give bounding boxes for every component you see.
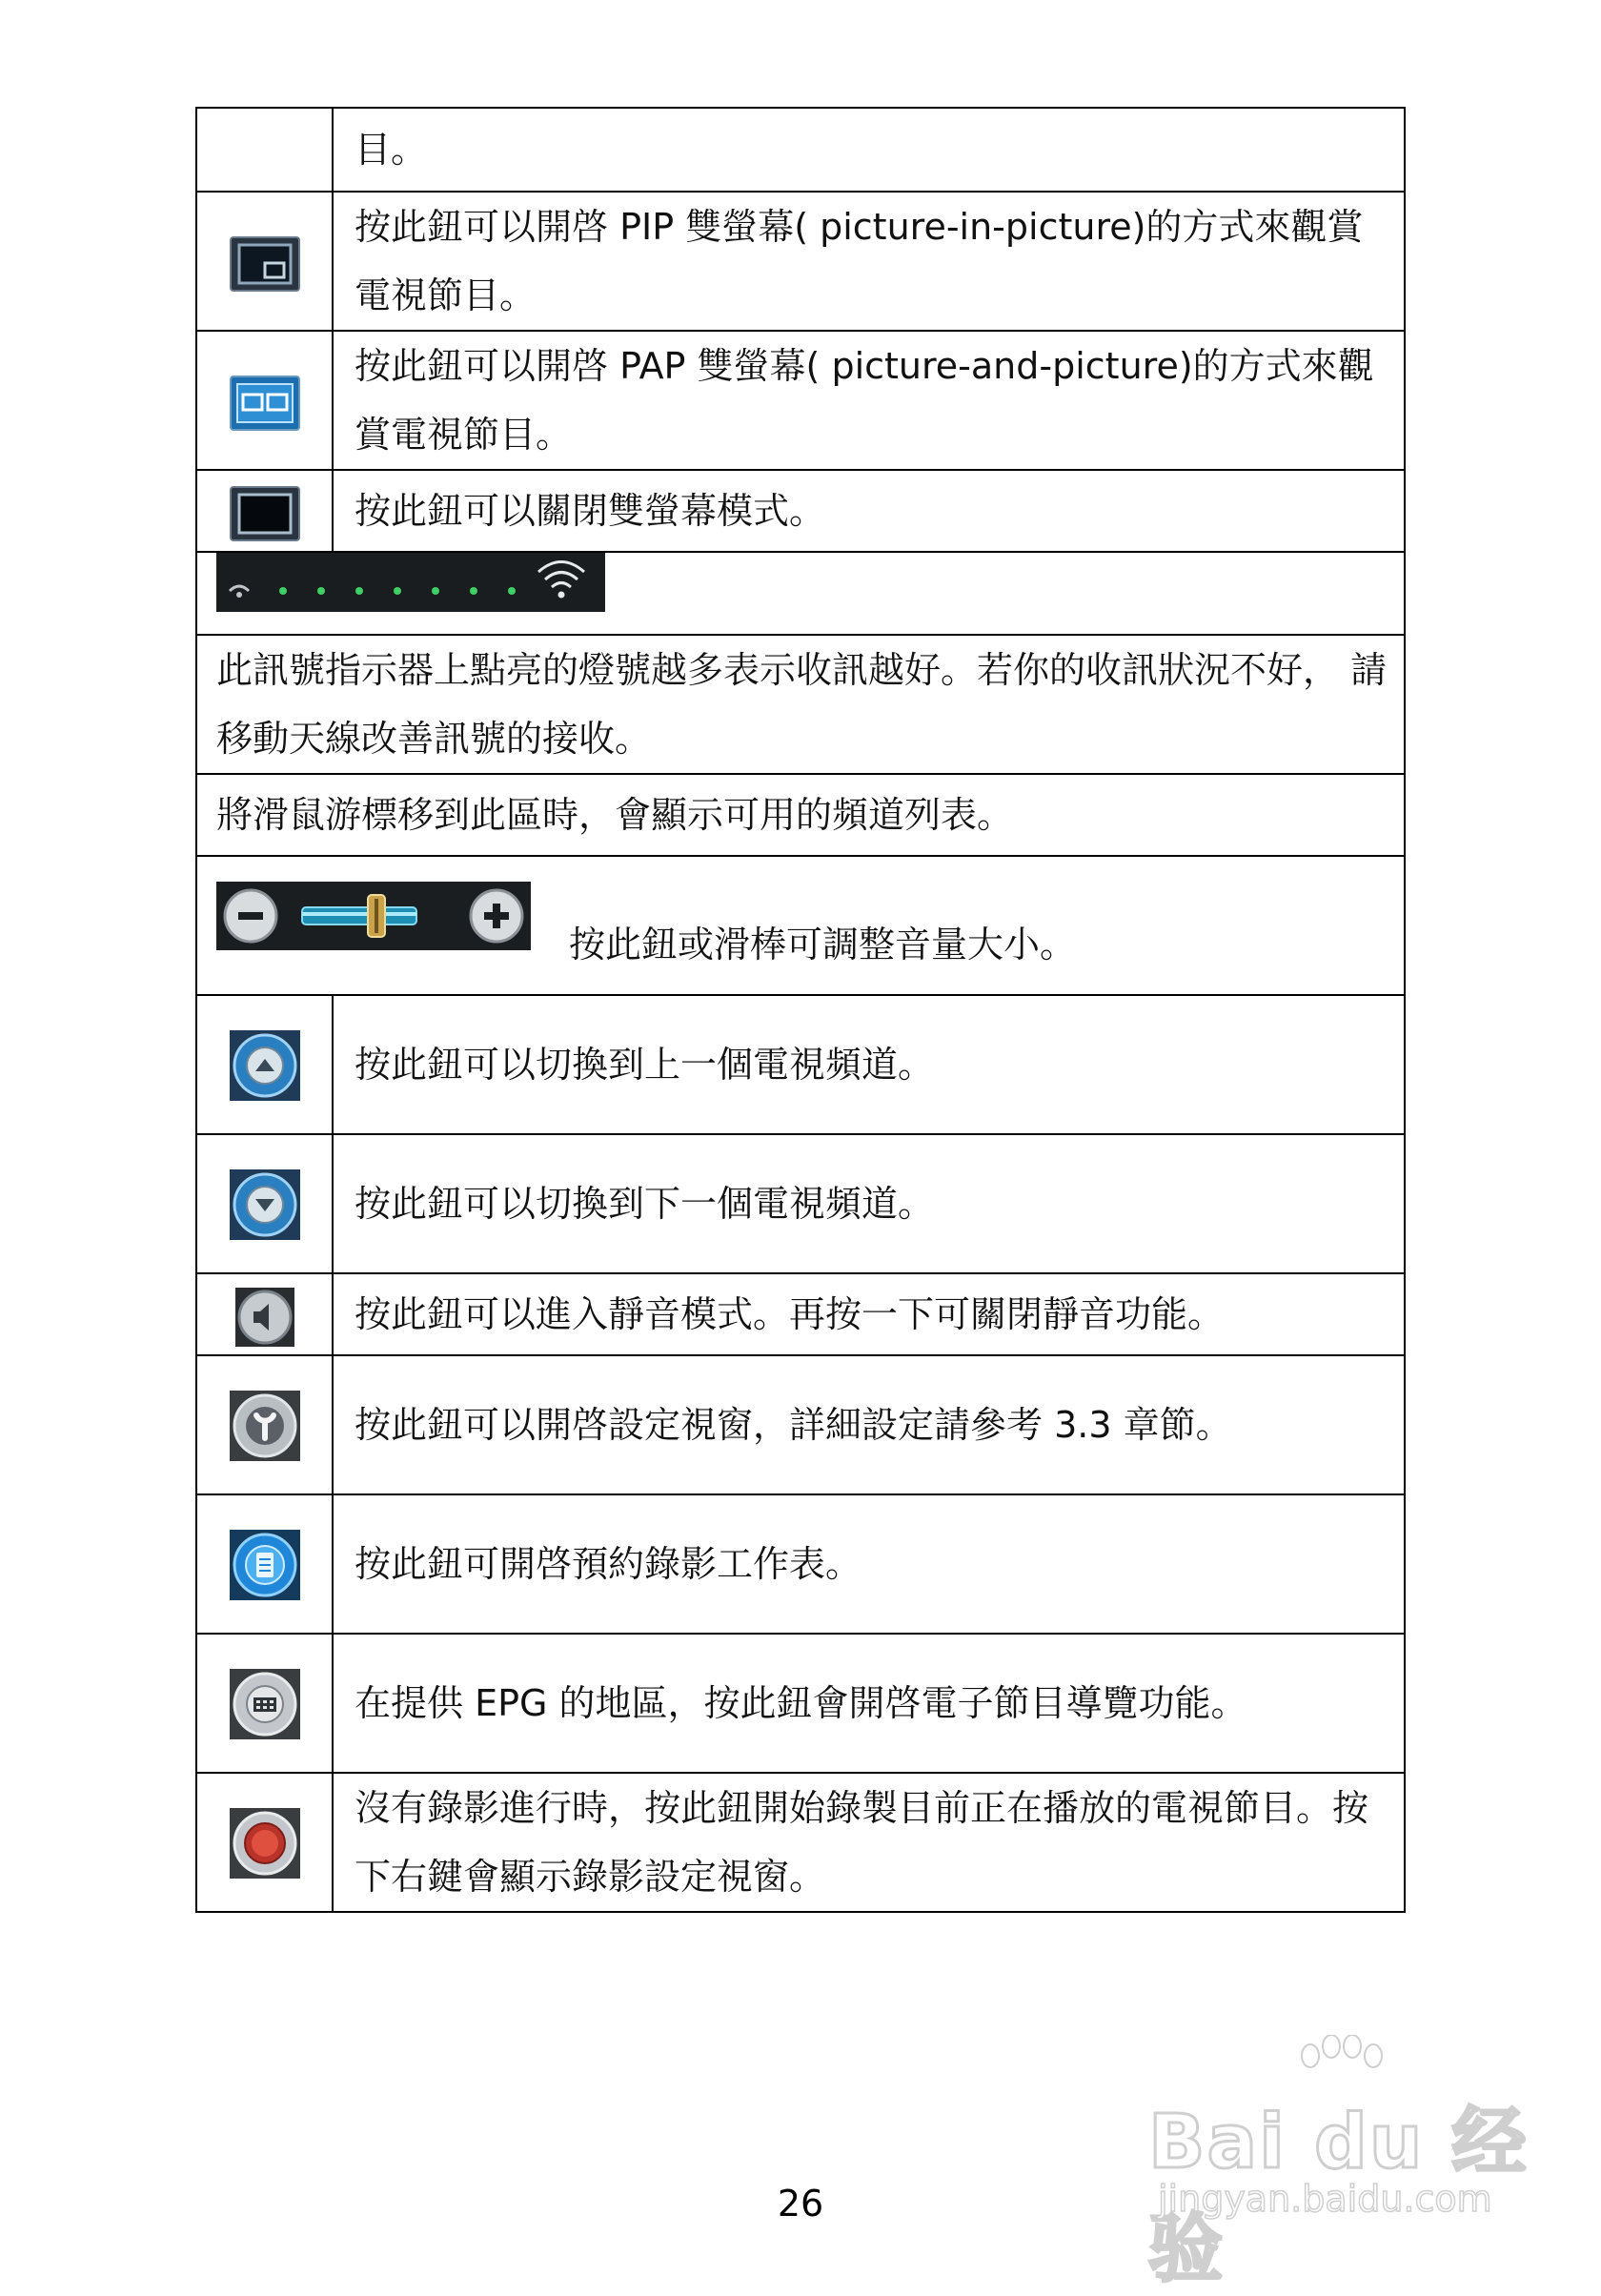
single-screen-icon <box>230 486 300 541</box>
row-description: 按此鈕可以切換到上一個電視頻道。 <box>333 995 1405 1134</box>
row-description: 按此鈕可以切換到下一個電視頻道。 <box>333 1134 1405 1273</box>
table-row <box>196 470 1405 552</box>
table-row <box>196 108 1405 192</box>
table-row <box>196 635 1405 774</box>
epg-icon <box>230 1669 300 1739</box>
settings-icon <box>230 1391 300 1461</box>
empty-icon-cell <box>196 108 333 192</box>
row-description: 按此鈕可以開啓 PIP 雙螢幕( picture-in-picture)的方式來觀賞電視節目。 <box>333 192 1405 331</box>
table-row <box>196 1773 1405 1912</box>
signal-description: 此訊號指示器上點亮的燈號越多表示收訊越好。若你的收訊狀況不好， 請移動天線改善訊號的接收。 <box>196 635 1405 774</box>
table-row <box>196 192 1405 331</box>
row-description: 在提供 EPG 的地區，按此鈕會開啓電子節目導覽功能。 <box>333 1634 1405 1773</box>
watermark-main: Bai du 经验 <box>1148 2100 1529 2292</box>
row-description: 按此鈕可以進入靜音模式。再按一下可關閉靜音功能。 <box>333 1273 1405 1355</box>
channel-list-description: 將滑鼠游標移到此區時，會顯示可用的頻道列表。 <box>196 774 1405 856</box>
table-row <box>196 995 1405 1134</box>
channel-up-icon <box>230 1030 300 1101</box>
table-row <box>196 1273 1405 1355</box>
volume-description: 按此鈕或滑棒可調整音量大小。 <box>569 924 1077 965</box>
table-row <box>196 856 1405 995</box>
signal-indicator-icon <box>216 553 605 634</box>
pap-icon <box>230 376 300 431</box>
table-row <box>196 1134 1405 1273</box>
page-number: 26 <box>777 2183 824 2225</box>
table-row <box>196 774 1405 856</box>
row-description: 目。 <box>333 108 1405 192</box>
channel-down-icon <box>230 1169 300 1240</box>
row-description: 按此鈕可以開啓設定視窗，詳細設定請參考 3.3 章節。 <box>333 1355 1405 1494</box>
volume-slider-icon <box>216 882 531 972</box>
row-description: 沒有錄影進行時，按此鈕開始錄製目前正在播放的電視節目。按下右鍵會顯示錄影設定視窗。 <box>333 1773 1405 1912</box>
schedule-icon <box>230 1530 300 1600</box>
baidu-watermark <box>1139 2035 1539 2292</box>
table-row <box>196 331 1405 470</box>
table-row <box>196 1634 1405 1773</box>
mute-icon <box>235 1288 294 1347</box>
table-row <box>196 552 1405 635</box>
pip-icon <box>230 236 300 292</box>
table-row <box>196 1355 1405 1494</box>
table-row <box>196 1494 1405 1634</box>
watermark-sub: jingyan.baidu.com <box>1158 2178 1492 2220</box>
row-description: 按此鈕可開啓預約錄影工作表。 <box>333 1494 1405 1634</box>
feature-table <box>195 107 1406 1913</box>
row-description: 按此鈕可以開啓 PAP 雙螢幕( picture-and-picture)的方式來觀賞電視節目。 <box>333 331 1405 470</box>
row-description: 按此鈕可以關閉雙螢幕模式。 <box>333 470 1405 552</box>
record-icon <box>230 1808 300 1879</box>
